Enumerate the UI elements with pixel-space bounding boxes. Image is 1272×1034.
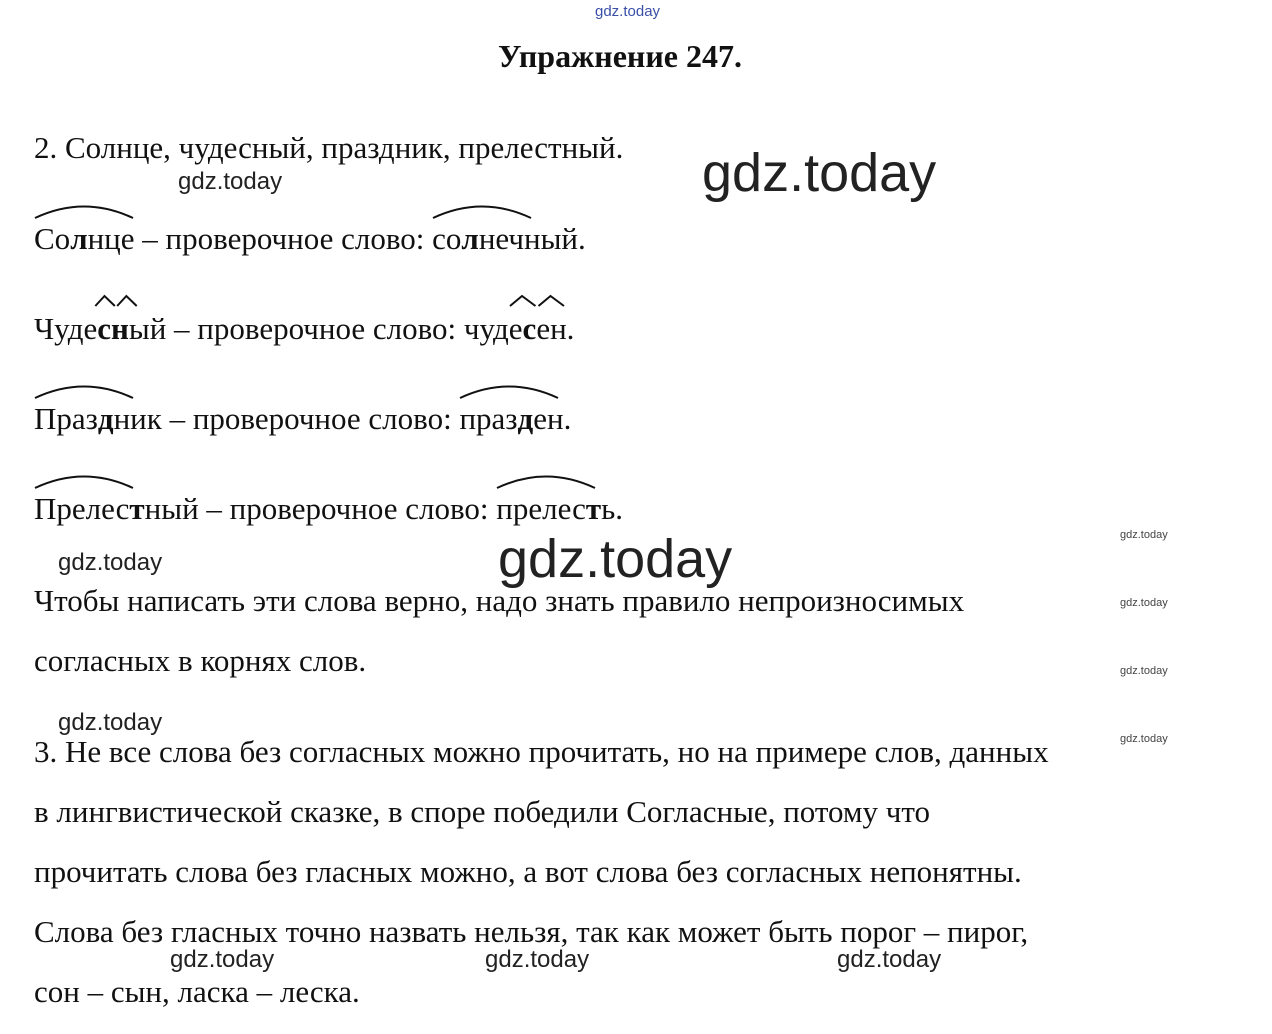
suffix-hats [507,293,567,307]
check-word: чуде сен [464,311,567,347]
word-row: Праздник – проверочное слово: празден. [34,401,571,437]
root-word: Прелестный [34,491,199,527]
word-row: Прелестный – проверочное слово: прелесть. [34,491,623,527]
root-arc [459,381,559,399]
watermark-large: gdz.today [702,143,937,203]
watermark: gdz.today [837,946,942,973]
suffix-hats [93,293,139,307]
root-arc [34,471,134,489]
watermark-tiny: gdz.today [1120,597,1168,609]
task3-line: в лингвистической сказке, в споре победили Согласные, потому что [34,794,931,829]
task3-line: сон – сын, ласка – леска. [34,974,360,1009]
watermark-tiny: gdz.today [1120,665,1168,677]
root-word: Солнце [34,221,135,257]
task2-intro: 2. Солнце, чудесный, праздник, прелестный. [34,130,624,165]
task3-line: Слова без гласных точно назвать нельзя, так как может быть порог – пирог, [34,914,1029,949]
conclusion-line: Чтобы написать эти слова верно, надо знать правило непроизносимых [34,583,965,618]
check-word: прелесть [496,491,615,527]
task3-line: прочитать слова без гласных можно, а вот слова без согласных непонятны. [34,854,1022,889]
conclusion-line: согласных в корнях слов. [34,643,367,678]
watermark: gdz.today [170,946,275,973]
check-word: солнечный [432,221,578,257]
exercise-title: Упражнение 247. [497,38,742,74]
root-word: Праздник [34,401,162,437]
watermark: gdz.today [58,709,163,736]
watermark-tiny: gdz.today [1120,733,1168,745]
task3-line: 3. Не все слова без согласных можно прочитать, но на примере слов, данных [34,734,1049,769]
watermark: gdz.today [485,946,590,973]
watermark-tiny: gdz.today [1120,529,1168,541]
watermark: gdz.today [58,549,163,576]
root-arc [34,381,134,399]
root-arc [432,201,532,219]
root-word: Чуде сный [34,311,166,347]
watermark-top: gdz.today [595,3,661,20]
word-row: Чуде сный – проверочное слово: чуде сен. [34,311,574,347]
check-word: празден [459,401,563,437]
word-row: Солнце – проверочное слово: солнечный. [34,221,586,257]
watermark-large: gdz.today [498,529,733,589]
root-arc [34,201,134,219]
root-arc [496,471,596,489]
watermark: gdz.today [178,168,283,195]
